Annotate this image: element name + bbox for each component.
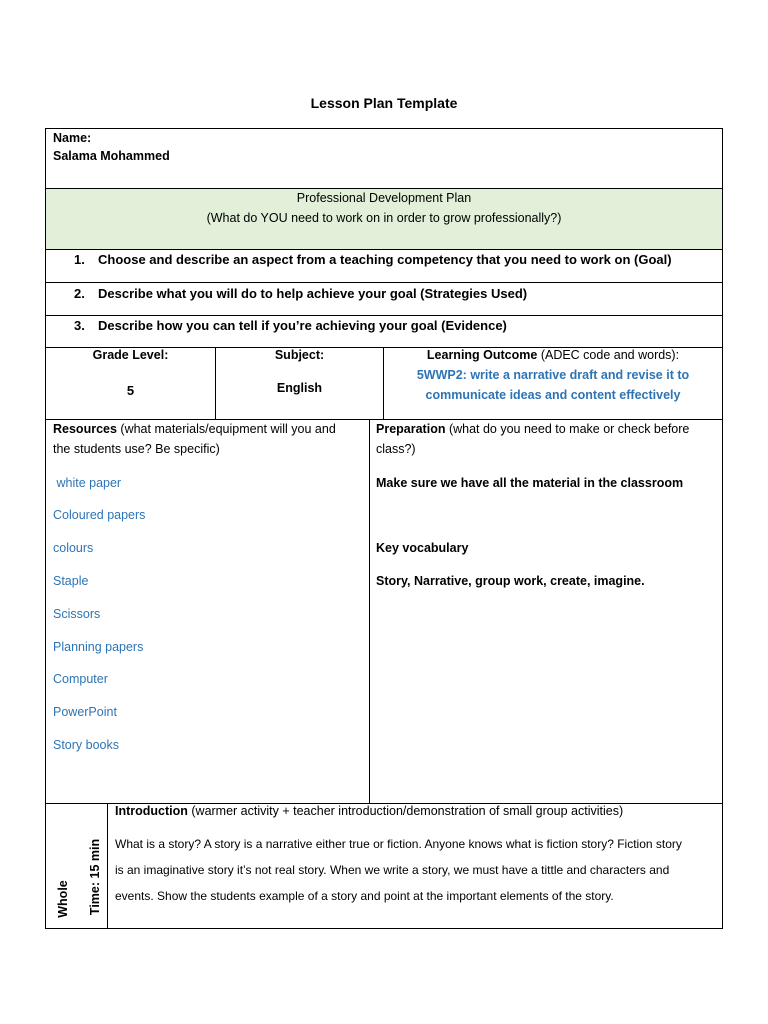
- outcome-line-1: 5WWP2: write a narrative draft and revise it to: [416, 368, 690, 382]
- preparation-text: Make sure we have all the material in the classroom: [376, 476, 684, 490]
- resource-item: colours: [53, 541, 94, 555]
- resources-label: [53, 422, 336, 436]
- resources-label-line-2: the students use? Be specific): [53, 442, 220, 456]
- resources-preparation-row: [45, 419, 723, 804]
- question-number: 1.: [74, 252, 85, 267]
- resource-item: PowerPoint: [53, 705, 117, 719]
- resources-label-rest: (what materials/equipment will you and: [116, 422, 336, 436]
- grade-value: 5: [126, 383, 135, 398]
- resource-item: Computer: [53, 672, 108, 686]
- resource-item: Planning papers: [53, 640, 144, 654]
- subject-label: Subject:: [274, 348, 325, 362]
- question-row-3: [45, 315, 723, 348]
- key-vocabulary-text: Story, Narrative, group work, create, imagine.: [376, 574, 645, 588]
- question-row-2: [45, 282, 723, 316]
- resource-item: Staple: [53, 574, 89, 588]
- pd-plan-title: Professional Development Plan: [296, 191, 472, 205]
- preparation-label: [376, 422, 689, 436]
- question-text: Describe what you will do to help achieve your goal (Strategies Used): [98, 286, 528, 301]
- outcome-line-2: communicate ideas and content effectively: [425, 388, 681, 402]
- resource-item: white paper: [53, 476, 122, 490]
- resources-label-bold: Resources: [53, 422, 117, 436]
- introduction-label: [115, 804, 623, 818]
- question-text: Choose and describe an aspect from a teaching competency that you need to work on (Goal): [98, 252, 672, 267]
- name-box: [45, 128, 723, 189]
- preparation-label-line-2: class?): [376, 442, 416, 456]
- question-number: 2.: [74, 286, 85, 301]
- introduction-line: What is a story? A story is a narrative either true or fiction. Anyone knows what is fiction story? Fiction story: [115, 837, 682, 851]
- subject-value: English: [276, 381, 323, 395]
- outcome-label-rest: (ADEC code and words):: [537, 348, 680, 362]
- introduction-label-bold: Introduction: [115, 804, 188, 818]
- introduction-label-rest: (warmer activity + teacher introduction/demonstration of small group activities): [187, 804, 624, 818]
- pd-plan-subtitle: (What do YOU need to work on in order to grow professionally?): [206, 211, 562, 225]
- introduction-line: events. Show the students example of a story and point at the important elements of the story.: [115, 889, 614, 903]
- whole-side-label: Whole: [56, 880, 70, 918]
- key-vocabulary-label: Key vocabulary: [376, 541, 469, 555]
- introduction-line: is an imaginative story it’s not real story. When we write a story, we must have a tittle and characters and: [115, 863, 670, 877]
- outcome-label: [384, 348, 722, 362]
- resource-item: Coloured papers: [53, 508, 146, 522]
- page-title: Lesson Plan Template: [310, 95, 458, 111]
- introduction-row: [45, 803, 723, 929]
- time-side-label: Time: 15 min: [88, 838, 102, 916]
- outcome-label-bold: Learning Outcome: [426, 348, 538, 362]
- question-text: Describe how you can tell if you’re achieving your goal (Evidence): [98, 318, 507, 333]
- pd-plan-box: [45, 188, 723, 250]
- question-number: 3.: [74, 318, 85, 333]
- resource-item: Story books: [53, 738, 120, 752]
- lesson-info-row: [45, 347, 723, 420]
- preparation-label-rest: (what do you need to make or check before: [445, 422, 690, 436]
- resource-item: Scissors: [53, 607, 101, 621]
- name-value: Salama Mohammed: [53, 149, 170, 163]
- preparation-label-bold: Preparation: [376, 422, 446, 436]
- name-label: Name:: [53, 131, 92, 145]
- grade-label: Grade Level:: [92, 348, 169, 362]
- question-row-1: [45, 249, 723, 283]
